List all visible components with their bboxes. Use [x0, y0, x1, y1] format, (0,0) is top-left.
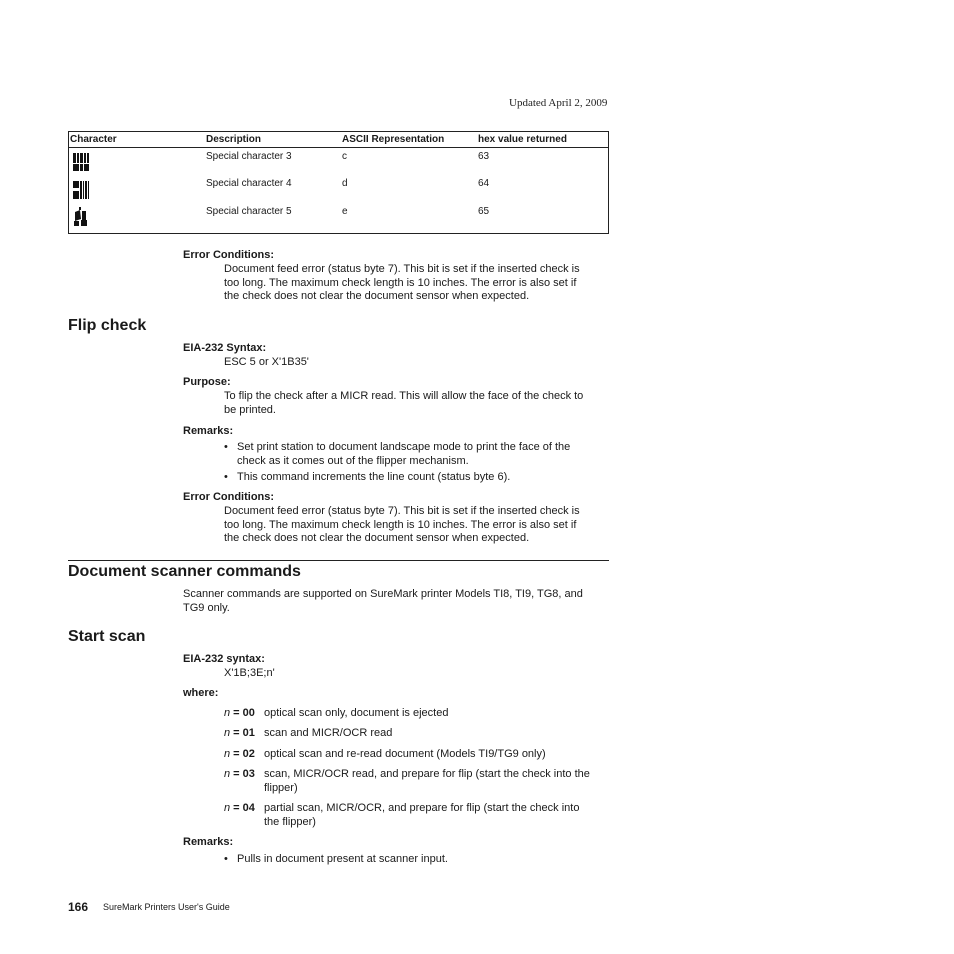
row2-hex: 64 — [478, 178, 490, 189]
flip-purpose-text: To flip the check after a MICR read. This will allow the face of the check to be printed. — [224, 390, 584, 416]
special-character-5-glyph — [72, 207, 90, 227]
start-remarks-label: Remarks: — [183, 836, 234, 848]
row2-description: Special character 4 — [206, 178, 292, 189]
special-character-3-glyph — [72, 152, 90, 172]
row3-hex: 65 — [478, 206, 490, 217]
flip-syntax: ESC 5 or X'1B35' — [224, 356, 309, 368]
option-01: n = 01 scan and MICR/OCR read — [224, 727, 393, 739]
flip-syntax-label: EIA-232 Syntax: — [183, 342, 267, 354]
flip-remarks-label: Remarks: — [183, 425, 234, 437]
start-remark-1: • Pulls in document present at scanner input. — [237, 853, 448, 867]
updated-date: Updated April 2, 2009 — [509, 97, 608, 109]
row1-description: Special character 3 — [206, 151, 292, 162]
row1-hex: 63 — [478, 151, 490, 162]
document-scanner-heading: Document scanner commands — [68, 563, 301, 580]
column-header-character: Character — [70, 134, 117, 145]
special-character-4-glyph — [72, 180, 90, 200]
option-03: n = 03 scan, MICR/OCR read, and prepare for flip (start the check into the flipper) — [224, 768, 590, 794]
flip-purpose-label: Purpose: — [183, 376, 231, 388]
special-characters-table — [68, 131, 609, 234]
column-header-hex: hex value returned — [478, 134, 567, 145]
column-header-ascii: ASCII Representation — [342, 134, 445, 145]
error-conditions-label: Error Conditions: — [183, 249, 275, 261]
row2-ascii: d — [342, 178, 348, 189]
option-00: n = 00 optical scan only, document is ejected — [224, 707, 449, 719]
option-02: n = 02 optical scan and re-read document (Models TI9/TG9 only) — [224, 748, 546, 760]
row3-ascii: e — [342, 206, 348, 217]
row3-description: Special character 5 — [206, 206, 292, 217]
option-04: n = 04 partial scan, MICR/OCR, and prepare for flip (start the check into the flipper) — [224, 802, 580, 828]
page-number: 166 — [68, 900, 89, 914]
start-scan-heading: Start scan — [68, 628, 146, 645]
start-syntax: X'1B;3E;n' — [224, 667, 275, 679]
flip-remark-2: • This command increments the line count (status byte 6). — [237, 471, 510, 485]
footer-title: SureMark Printers User's Guide — [103, 902, 230, 912]
header-divider — [69, 147, 608, 148]
scanner-intro-text: Scanner commands are supported on SureMark printer Models TI8, TI9, TG8, and TG9 only. — [183, 588, 583, 614]
row1-ascii: c — [342, 151, 347, 162]
section-divider — [68, 560, 609, 561]
flip-check-heading: Flip check — [68, 317, 147, 334]
flip-remark-1: • Set print station to document landscape mode to print the face of the check as it comes out of the flipper mechanism. — [237, 441, 570, 468]
error-conditions-text: Document feed error (status byte 7). This bit is set if the inserted check is too long. The maximum check length is 10 inches. The error is also set if the check does not clear the document sensor when expected. — [224, 263, 580, 303]
start-syntax-label: EIA-232 syntax: — [183, 653, 265, 665]
flip-error-text: Document feed error (status byte 7). This bit is set if the inserted check is too long. The maximum check length is 10 inches. The error is also set if the check does not clear the document sensor when expected. — [224, 505, 580, 545]
flip-error-label: Error Conditions: — [183, 491, 275, 503]
column-header-description: Description — [206, 134, 262, 145]
where-label: where: — [183, 687, 219, 699]
